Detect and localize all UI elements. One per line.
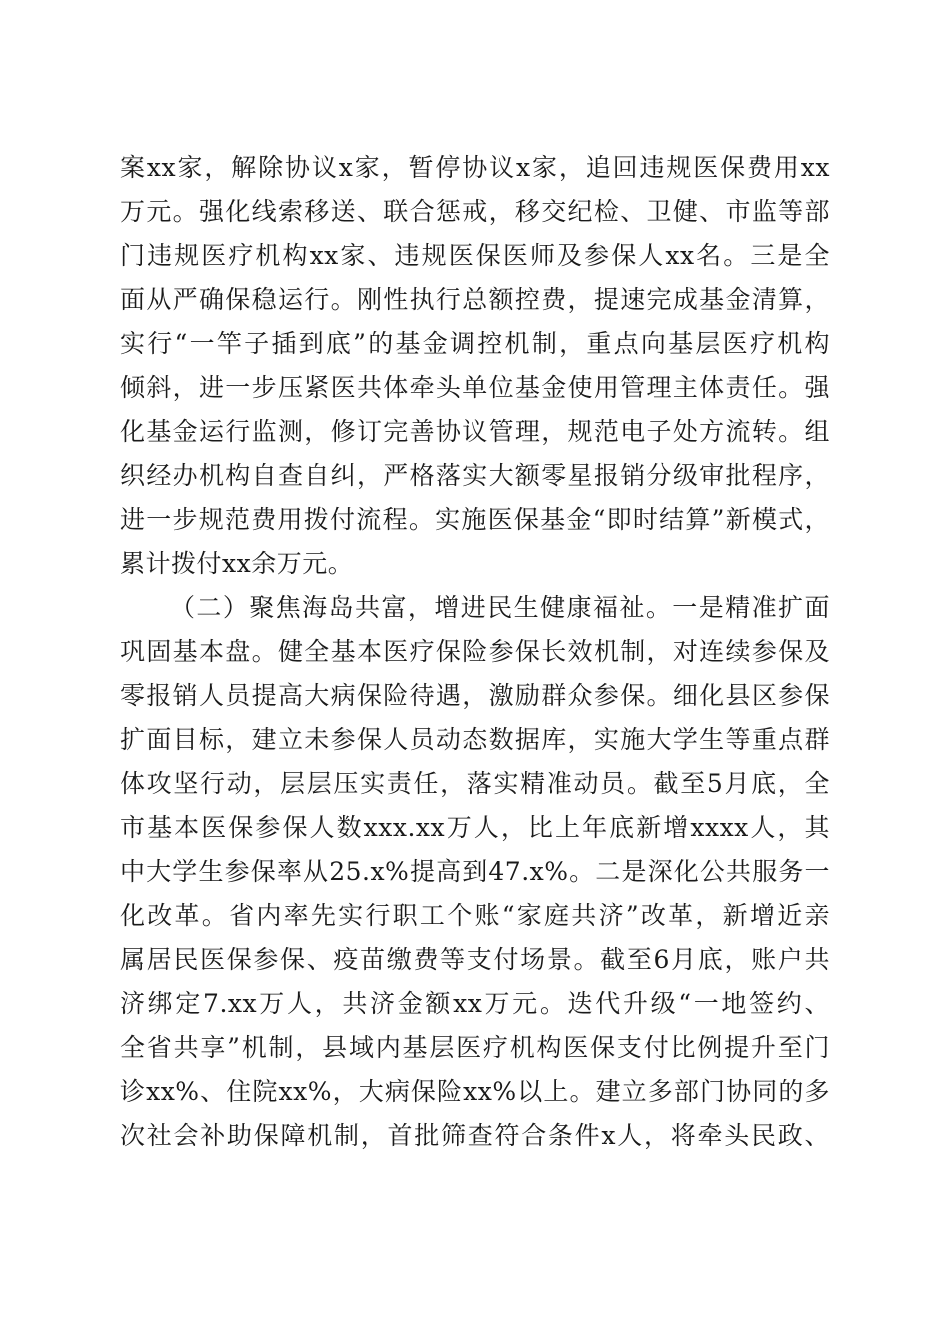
text-line: 案xx家，解除协议x家，暂停协议x家，追回违规医保费用xx: [120, 153, 830, 182]
text-line: 巩固基本盘。健全基本医疗保险参保长效机制，对连续参保及: [120, 637, 830, 666]
text-line: 扩面目标，建立未参保人员动态数据库，实施大学生等重点群: [120, 725, 830, 754]
text-line: 体攻坚行动，层层压实责任，落实精准动员。截至5月底，全: [120, 769, 830, 798]
text-line: 累计拨付xx余万元。: [120, 549, 354, 578]
text-line: 面从严确保稳运行。刚性执行总额控费，提速完成基金清算，: [120, 285, 830, 314]
text-line: 诊xx%、住院xx%，大病保险xx%以上。建立多部门协同的多: [120, 1077, 830, 1106]
text-line: 进一步规范费用拨付流程。实施医保基金“即时结算”新模式，: [120, 505, 830, 534]
text-line: 化基金运行监测，修订完善协议管理，规范电子处方流转。组: [120, 417, 830, 446]
text-line: 次社会补助保障机制，首批筛查符合条件x人，将牵头民政、: [120, 1121, 830, 1150]
text-line: 门违规医疗机构xx家、违规医保医师及参保人xx名。三是全: [120, 241, 830, 270]
text-line: 实行“一竿子插到底”的基金调控机制，重点向基层医疗机构: [120, 329, 830, 358]
text-line: 零报销人员提高大病保险待遇，激励群众参保。细化县区参保: [120, 681, 830, 710]
text-line: 中大学生参保率从25.x%提高到47.x%。二是深化公共服务一: [120, 857, 830, 886]
text-line: 属居民医保参保、疫苗缴费等支付场景。截至6月底，账户共: [120, 945, 830, 974]
text-line: 倾斜，进一步压紧医共体牵头单位基金使用管理主体责任。强: [120, 373, 830, 402]
text-line: 全省共享”机制，县域内基层医疗机构医保支付比例提升至门: [120, 1033, 830, 1062]
text-line: 化改革。省内率先实行职工个账“家庭共济”改革，新增近亲: [120, 901, 830, 930]
text-line: 市基本医保参保人数xxx.xx万人，比上年底新增xxxx人，其: [120, 813, 830, 842]
text-line: 济绑定7.xx万人，共济金额xx万元。迭代升级“一地签约、: [120, 989, 830, 1018]
text-line: 万元。强化线索移送、联合惩戒，移交纪检、卫健、市监等部: [120, 197, 830, 226]
body-text: [120, 146, 830, 1158]
section-heading-line: （二）聚焦海岛共富，增进民生健康福祉。一是精准扩面: [170, 593, 830, 622]
text-line: 织经办机构自查自纠，严格落实大额零星报销分级审批程序，: [120, 461, 830, 490]
